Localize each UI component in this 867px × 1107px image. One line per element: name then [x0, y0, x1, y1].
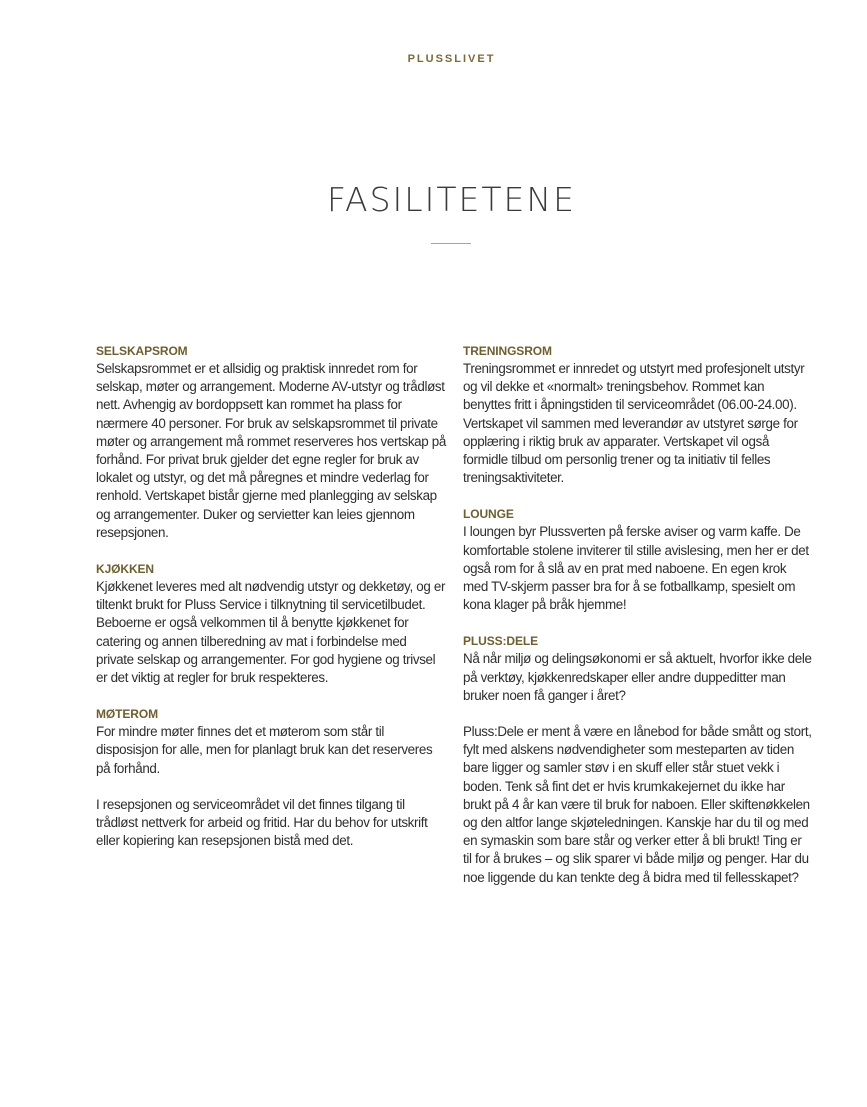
- title-divider: [431, 243, 471, 244]
- right-column: [463, 342, 813, 905]
- section-paragraph: I loungen byr Plussverten på ferske aviser og varm kaffe. De komfortable stolene inviterer til stille avislesing, men her er det også rom for å slå av en prat med naboene. En egen krok med TV-skjerm passer bra for å se fotballkamp, spesielt om kona klager på bråk hjemme!: [463, 524, 809, 613]
- section-heading: KJØKKEN: [96, 562, 154, 577]
- section-paragraph: Kjøkkenet leveres med alt nødvendig utstyr og dekketøy, og er tiltenkt brukt for Pluss Service i tilknytning til servicetilbudet. Beboerne er også velkommen til å benytte kjøkkenet for catering og annen tilberedning av mat i forbindelse med private selskap og arrangementer. For god hygiene og trivsel er det viktig at regler for bruk respekteres.: [96, 579, 446, 686]
- section-lounge: [463, 505, 813, 614]
- section-heading: LOUNGE: [463, 507, 514, 522]
- section-paragraph: For mindre møter finnes det et møterom som står til disposisjon for alle, men for planlagt bruk kan det reserveres på forhånd.: [96, 724, 433, 776]
- section-heading: SELSKAPSROM: [96, 344, 188, 358]
- section-moterom: [96, 705, 446, 850]
- section-paragraph: Treningsrommet er innredet og utstyrt med profesjonelt utstyr og vil dekke et «normalt» treningsbehov. Rommet kan benyttes fritt i åpningstiden til serviceområdet (06.00-24.00). Vertskapet vil sammen med leverandør av utstyret sørge for opplæring i riktig bruk av apparater. Vertskapet vil også formidle tilbud om personlig trener og ta initiativ til felles treningsaktiviteter.: [463, 361, 805, 486]
- section-paragraph: I resepsjonen og serviceområdet vil det finnes tilgang til trådløst nettverk for arbeid og fritid. Har du behov for utskrift eller kopiering kan resepsjonen bistå med det.: [96, 796, 428, 849]
- page-kicker: PLUSSLIVET: [407, 53, 496, 65]
- section-kjokken: [96, 560, 446, 687]
- section-heading: TRENINGSROM: [463, 344, 552, 358]
- left-column: [96, 342, 446, 868]
- section-heading: MØTEROM: [96, 707, 158, 722]
- section-paragraph: Selskapsrommet er et allsidig og praktisk innredet rom for selskap, møter og arrangement. Moderne AV-utstyr og trådløst nett. Avhengig av bordoppsett kan rommet ha plass for nærmere 40 personer. For bruk av selskapsrommet til private møter og arrangement må rommet reserveres hos vertskap på forhånd. For privat bruk gjelder det egne regler for bruk av lokalet og utstyr, og det må påregnes et mindre vederlag for renhold. Vertskapet bistår gjerne med planlegging av selskap og arrangementer. Duker og servietter kan leies gjennom resepsjonen.: [96, 361, 446, 540]
- section-pluss-dele: [463, 632, 813, 886]
- page-title: FASILITETENE: [327, 180, 576, 219]
- section-paragraph: Nå når miljø og delingsøkonomi er så aktuelt, hvorfor ikke dele på verktøy, kjøkkenredskaper eller andre duppeditter man bruker noen få ganger i året?: [463, 651, 812, 703]
- section-selskapsrom: [96, 342, 446, 542]
- section-treningsrom: [463, 342, 813, 487]
- section-heading: PLUSS:DELE: [463, 634, 539, 649]
- section-paragraph: Pluss:Dele er ment å være en lånebod for både smått og stort, fylt med alskens nødvendigheter som mesteparten av tiden bare ligger og samler støv i en skuff eller står stuet vekk i boden. Tenk så fint det er hvis krumkakejernet du ikke har brukt på 4 år kan være til bruk for naboen. Eller skiftenøkkelen og den altfor lange skjøteledningen. Kanskje har du til og med en symaskin som bare står og verker etter å bli brukt! Ting er til for å brukes – og slik sparer vi både miljø og penger. Har du noe liggende du kan tenkte deg å bidra med til fellesskapet?: [463, 724, 812, 885]
